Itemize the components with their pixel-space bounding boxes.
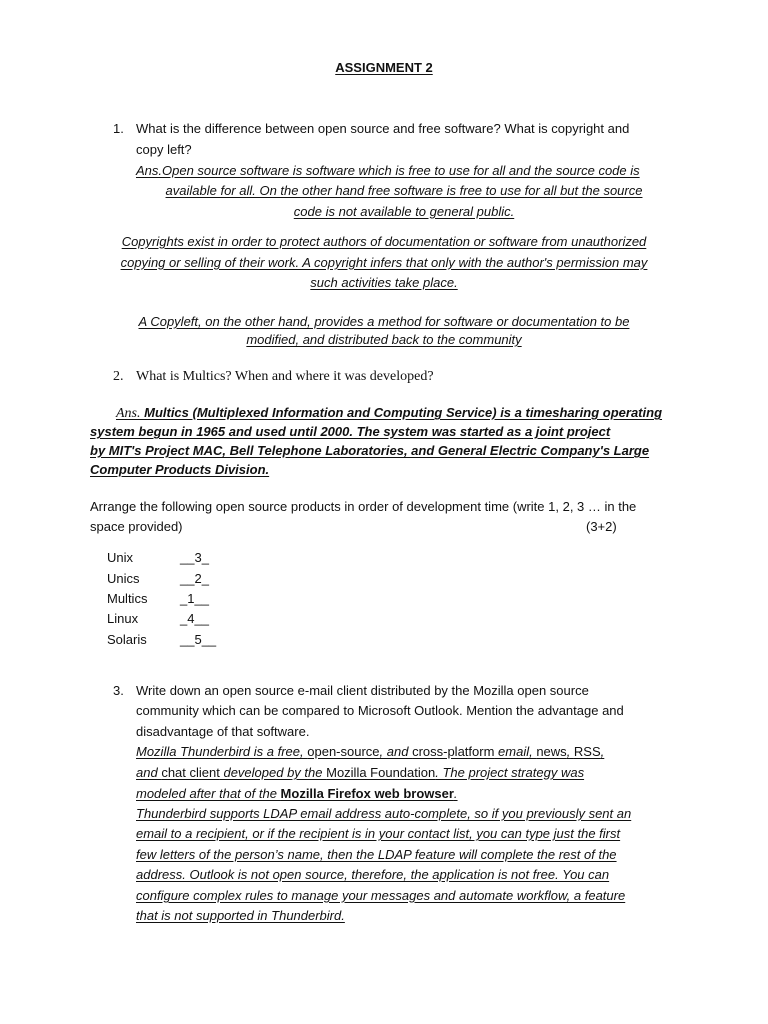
q1-answer-line: available for all. On the other hand free software is free to use for all but the source	[165, 183, 643, 198]
product-name: Linux	[107, 611, 139, 626]
copyright-line: Copyrights exist in order to protect authors of documentation or software from unauthorized	[121, 234, 647, 249]
q3-answer-line: that is not supported in Thunderbird.	[136, 908, 345, 923]
product-blank: _4__	[180, 611, 209, 626]
product-name: Unix	[107, 550, 134, 565]
q1-question-line: What is the difference between open source and free software? What is copyright and	[136, 121, 630, 136]
q2-question: What is Multics? When and where it was developed?	[136, 369, 434, 384]
q3-answer-line: configure complex rules to manage your messages and automate workflow, a feature	[136, 888, 626, 903]
q1-answer-line: code is not available to general public.	[293, 204, 515, 219]
product-blank: _1__	[180, 591, 209, 606]
q1-answer-line: Ans.Open source software is software which is free to use for all and the source code is	[136, 163, 640, 178]
product-name: Solaris	[107, 632, 147, 647]
q3-answer-line: few letters of the person’s name, then the LDAP feature will complete the rest of the	[136, 847, 617, 862]
arrange-instruction: space provided)	[90, 519, 183, 534]
copyright-line: such activities take place.	[310, 275, 458, 290]
q3-answer-line: and chat client developed by the Mozilla Foundation. The project strategy was	[136, 765, 585, 780]
q1-number: 1.	[113, 121, 124, 136]
product-name: Unics	[107, 571, 140, 586]
q3-answer-line: modeled after that of the Mozilla Firefox web browser.	[136, 786, 458, 801]
q2-answer-line: system begun in 1965 and used until 2000. The system was started as a joint project	[90, 424, 611, 439]
q3-number: 3.	[113, 683, 124, 698]
arrange-instruction: Arrange the following open source products in order of development time (write 1, 2, 3 … in the	[90, 499, 637, 514]
q2-answer-line: by MIT's Project MAC, Bell Telephone Laboratories, and General Electric Company's Large	[90, 443, 650, 458]
q2-answer-text: Multics (Multiplexed Information and Computing Service) is a timesharing operating	[140, 405, 663, 420]
copyright-line: copying or selling of their work. A copyright infers that only with the author's permission may	[120, 255, 648, 270]
q3-answer-line: Mozilla Thunderbird is a free, open-source, and cross-platform email, news, RSS,	[136, 744, 605, 759]
copyleft-line: A Copyleft, on the other hand, provides a method for software or documentation to be	[138, 314, 630, 329]
q3-question-line: Write down an open source e-mail client distributed by the Mozilla open source	[136, 683, 589, 698]
page-title: ASSIGNMENT 2	[335, 60, 433, 75]
q2-number: 2.	[113, 369, 124, 384]
q1-question-line: copy left?	[136, 142, 192, 157]
product-name: Multics	[107, 591, 148, 606]
product-blank: __5__	[180, 632, 217, 647]
marks: (3+2)	[586, 519, 617, 534]
q3-question-line: community which can be compared to Microsoft Outlook. Mention the advantage and	[136, 703, 624, 718]
q2-ans-label: Ans.	[116, 406, 141, 421]
q2-answer-line	[90, 405, 662, 422]
q3-answer-line: email to a recipient, or if the recipient is in your contact list, you can type just the first	[136, 826, 621, 841]
product-blank: __3_	[180, 550, 209, 565]
product-blank: __2_	[180, 571, 209, 586]
q2-answer-line: Computer Products Division.	[90, 462, 270, 477]
copyleft-line: modified, and distributed back to the community	[246, 332, 522, 347]
q3-question-line: disadvantage of that software.	[136, 724, 310, 739]
q3-answer-line: Thunderbird supports LDAP email address auto-complete, so if you previously sent an	[136, 806, 632, 821]
q3-answer-line: address. Outlook is not open source, therefore, the application is not free. You can	[136, 867, 610, 882]
